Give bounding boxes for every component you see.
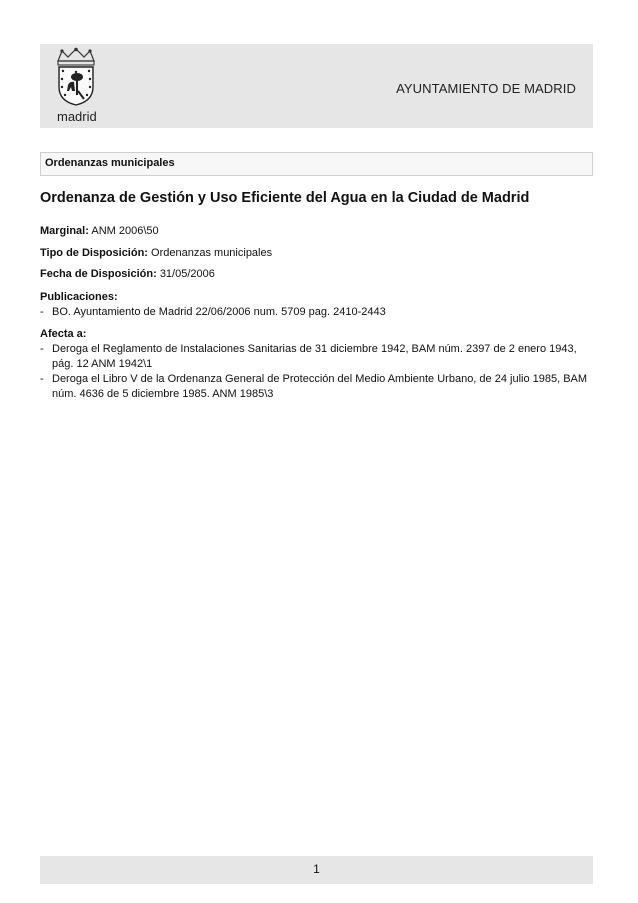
fecha-value: 31/05/2006 <box>159 268 215 280</box>
organization-name: AYUNTAMIENTO DE MADRID <box>396 81 576 96</box>
afecta-label: Afecta a: <box>40 328 87 340</box>
page-header <box>40 44 593 128</box>
brand-wordmark: madrid <box>57 109 97 124</box>
tipo-field <box>40 247 272 259</box>
page-number: 1 <box>313 862 320 876</box>
tipo-value: Ordenanzas municipales <box>151 247 273 259</box>
publicaciones-label: Publicaciones: <box>40 291 118 303</box>
section-bar <box>40 152 593 176</box>
publicaciones-section <box>40 290 600 320</box>
marginal-value: ANM 2006\50 <box>91 225 159 237</box>
marginal-label: Marginal: <box>40 225 89 237</box>
marginal-field <box>40 225 159 237</box>
publicacion-text: BO. Ayuntamiento de Madrid 22/06/2006 num. 5709 pag. 2410-2443 <box>52 306 386 318</box>
document-title: Ordenanza de Gestión y Uso Eficiente del Agua en la Ciudad de Madrid <box>40 190 530 206</box>
list-marker: - <box>40 373 44 385</box>
afecta-text: Deroga el Reglamento de Instalaciones Sanitarias de 31 diciembre 1942, BAM núm. 2397 de 2 enero 1943, pág. 12 ANM 1942\1 <box>52 343 577 370</box>
fecha-label: Fecha de Disposición: <box>40 268 157 280</box>
list-item <box>40 372 600 402</box>
list-marker: - <box>40 343 44 355</box>
list-item <box>40 342 600 372</box>
afecta-section <box>40 327 600 402</box>
section-label: Ordenanzas municipales <box>45 157 175 169</box>
afecta-text: Deroga el Libro V de la Ordenanza General de Protección del Medio Ambiente Urbano, de 24 julio 1985, BAM núm. 4636 de 5 diciembre 1985. ANM 1985\3 <box>52 373 588 400</box>
madrid-coat-of-arms-icon <box>53 47 99 107</box>
list-item <box>40 305 600 320</box>
page-footer <box>40 856 593 884</box>
list-marker: - <box>40 306 44 318</box>
tipo-label: Tipo de Disposición: <box>40 247 148 259</box>
fecha-field <box>40 268 215 280</box>
